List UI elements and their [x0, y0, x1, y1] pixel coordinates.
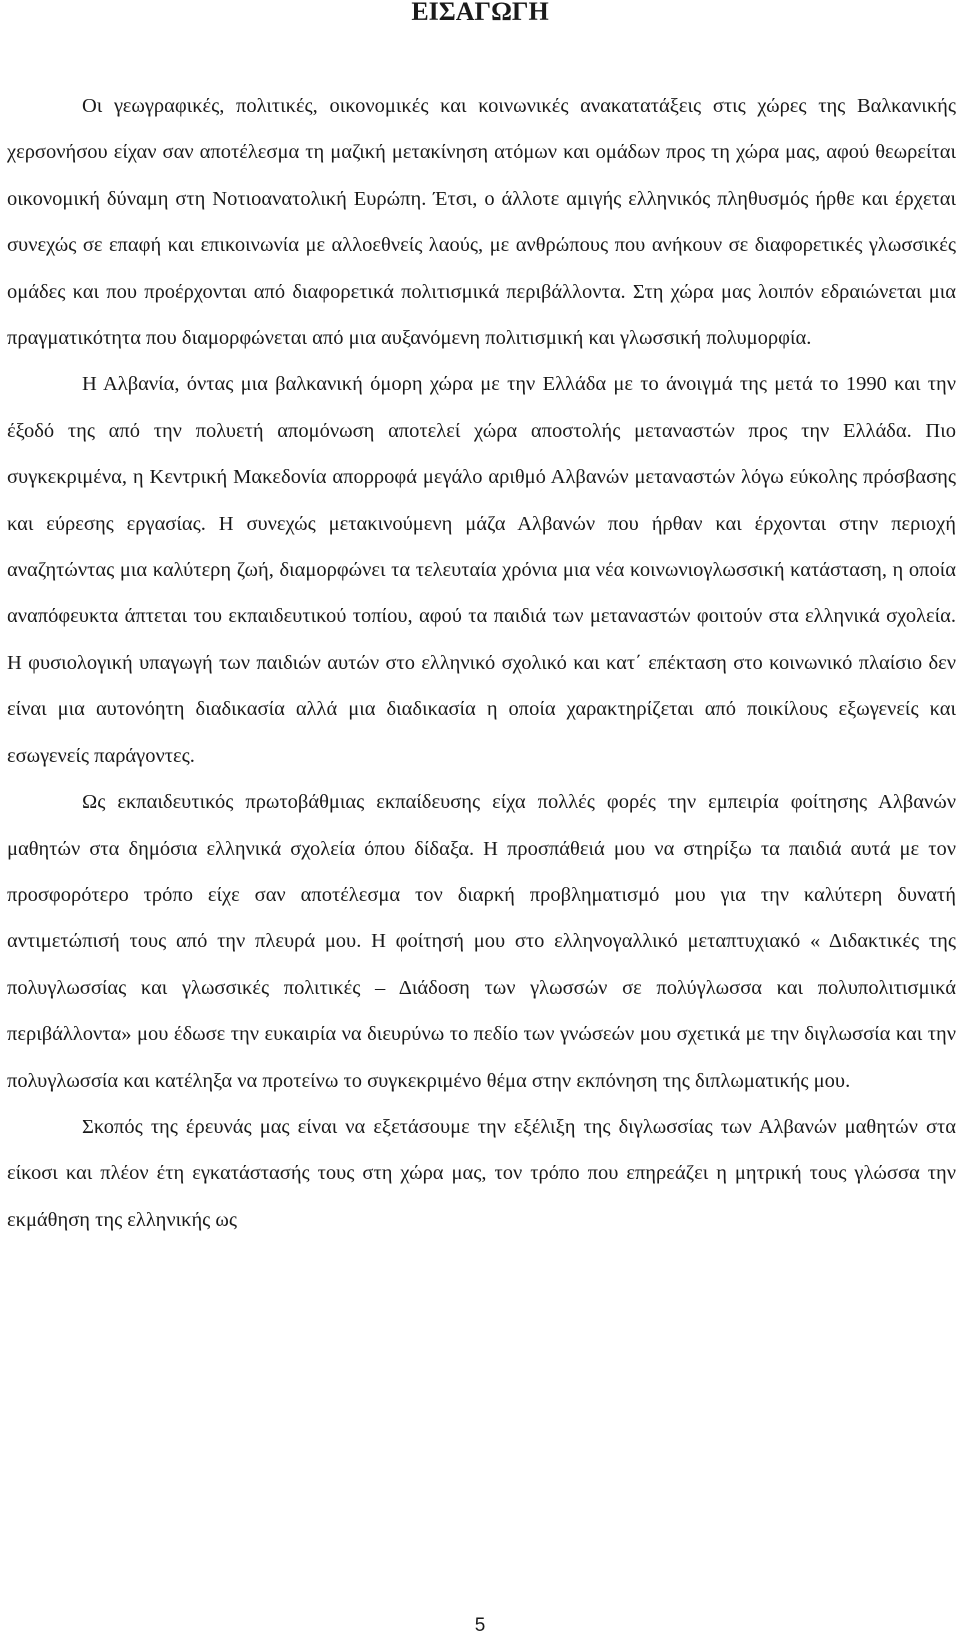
- page-title: ΕΙΣΑΓΩΓΗ: [411, 0, 549, 26]
- page-number: 5: [474, 1615, 486, 1636]
- paragraph: Σκοπός της έρευνάς μας είναι να εξετάσουμε την εξέλιξη της διγλωσσίας των Αλβανών μαθητών στα είκοσι και πλέον έτη εγκατάστασής τους στη χώρα μας, τον τρόπο που επηρεάζει η μητρική τους γλώσσα την εκμάθηση της ελληνικής ως: [7, 1115, 956, 1231]
- document-body: [7, 83, 956, 1243]
- paragraph: Η Αλβανία, όντας μια βαλκανική όμορη χώρα με την Ελλάδα με το άνοιγμά της μετά το 1990 και την έξοδό της από την πολυετή απομόνωση αποτελεί χώρα αποστολής μεταναστών προς την Ελλάδα. Πιο συγκεκριμένα, η Κεντρική Μακεδονία απορροφά μεγάλο αριθμό Αλβανών μεταναστών λόγω εύκολης πρόσβασης και εύρεσης εργασίας. Η συνεχώς μετακινούμενη μάζα Αλβανών που ήρθαν και έρχονται στην περιοχή αναζητώντας μια καλύτερη ζωή, διαμορφώνει τα τελευταία χρόνια μια νέα κοινωνιογλωσσική κατάσταση, η οποία αναπόφευκτα άπτεται του εκπαιδευτικού τοπίου, αφού τα παιδιά των μεταναστών φοιτούν στα ελληνικά σχολεία. Η φυσιολογική υπαγωγή των παιδιών αυτών στο ελληνικό σχολικό και κατ΄ επέκταση στο κοινωνικό πλαίσιο δεν είναι μια αυτονόητη διαδικασία αλλά μια διαδικασία η οποία χαρακτηρίζεται από ποικίλους εξωγενείς και εσωγενείς παράγοντες.: [7, 373, 956, 767]
- paragraph: Ως εκπαιδευτικός πρωτοβάθμιας εκπαίδευσης είχα πολλές φορές την εμπειρία φοίτησης Αλβανών μαθητών στα δημόσια ελληνικά σχολεία όπου δίδαξα. Η προσπάθειά μου να στηρίξω τα παιδιά αυτά με τον προσφορότερο τρόπο είχε σαν αποτέλεσμα τον διαρκή προβληματισμό μου για την καλύτερη δυνατή αντιμετώπισή τους από την πλευρά μου. Η φοίτησή μου στο ελληνογαλλικό μεταπτυχιακό « Διδακτικές της πολυγλωσσίας και γλωσσικές πολιτικές – Διάδοση των γλωσσών σε πολύγλωσσα και πολυπολιτισμικά περιβάλλοντα» μου έδωσε την ευκαιρία να διευρύνω το πεδίο των γνώσεών μου σχετικά με την διγλωσσία και την πολυγλωσσία και κατέληξα να προτείνω το συγκεκριμένο θέμα στην εκπόνηση της διπλωματικής μου.: [7, 791, 956, 1092]
- paragraph: Οι γεωγραφικές, πολιτικές, οικονομικές και κοινωνικές ανακατατάξεις στις χώρες της Βαλκανικής χερσονήσου είχαν σαν αποτέλεσμα τη μαζική μετακίνηση ατόμων και ομάδων προς τη χώρα μας, αφού θεωρείται οικονομική δύναμη στη Νοτιοανατολική Ευρώπη. Έτσι, ο άλλοτε αμιγής ελληνικός πληθυσμός ήρθε και έρχεται συνεχώς σε επαφή και επικοινωνία με αλλοεθνείς λαούς, με ανθρώπους που ανήκουν σε διαφορετικές γλωσσικές ομάδες και που προέρχονται από διαφορετικά πολιτισμικά περιβάλλοντα. Στη χώρα μας λοιπόν εδραιώνεται μια πραγματικότητα που διαμορφώνεται από μια αυξανόμενη πολιτισμική και γλωσσική πολυμορφία.: [7, 95, 956, 350]
